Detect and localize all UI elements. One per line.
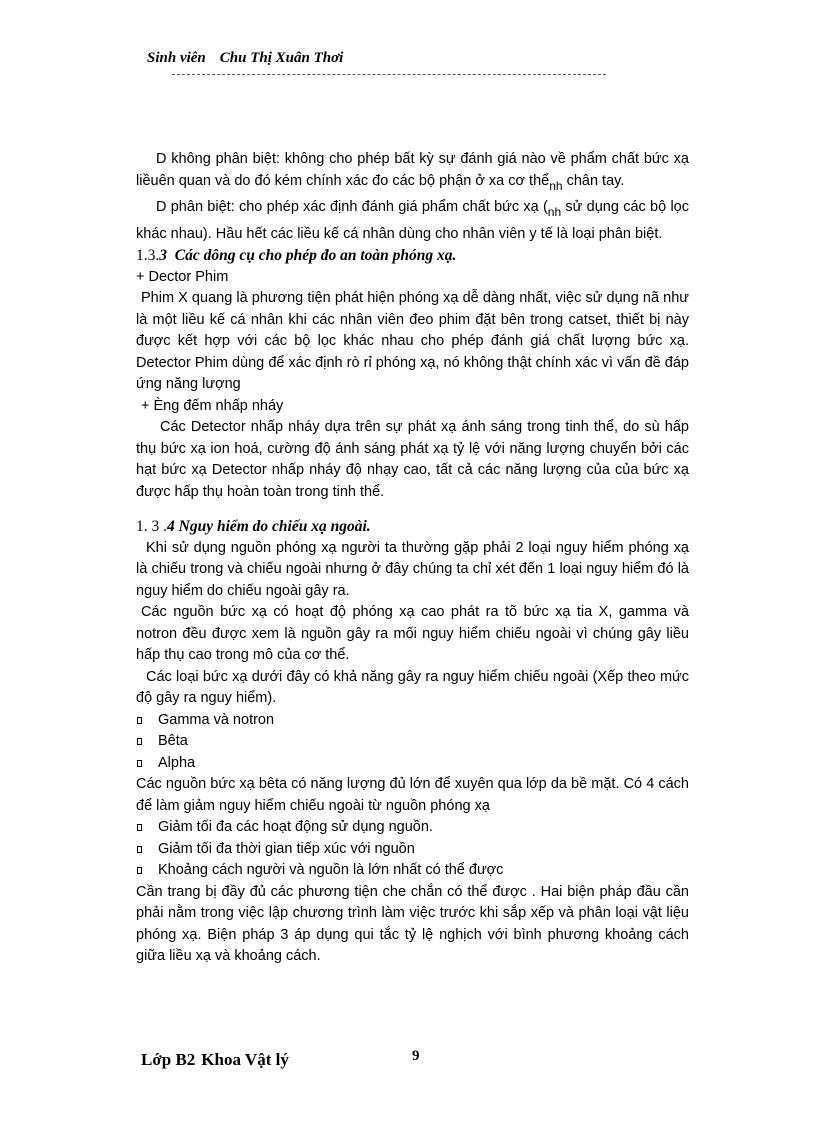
spacer — [136, 503, 689, 516]
bullet-square-icon — [137, 846, 142, 853]
bullet-square-icon — [137, 760, 142, 767]
bullet-square-icon — [137, 867, 142, 874]
page-body — [136, 149, 689, 968]
bullet-square-icon — [137, 717, 142, 724]
footer-class: Lớp B2 — [141, 1050, 196, 1069]
paragraph-scintillation: Các Detector nhấp nháy dựa trên sự phát xạ ánh sáng trong tinh thể, do sù hấp thụ bức xạ ion hoá, cường độ ánh sáng phát xạ tỷ lệ với năng lượng chuyển bởi các hạt bức xạ Detector nhấp nháy độ nhạy cao, tất cả các năng lượng của của bức xạ được hấp thụ hoàn toàn trong tinh thể. — [136, 419, 689, 500]
section-heading-1-3-3: 1.3.3 Các dông cụ cho phép đo an toàn phóng xạ. — [136, 247, 457, 264]
paragraph-beta-sources: Các nguồn bức xạ bêta có năng lượng đủ lớn để xuyên qua lớp da bề mặt. Có 4 cách để làm giảm nguy hiểm chiếu ngoài từ nguồn phóng xạ — [136, 776, 689, 814]
subheading-scintillation-counter: + Èng đếm nhấp nháy — [141, 397, 284, 414]
list-item: Bêta — [136, 731, 689, 753]
header-label: Sinh viên — [147, 50, 206, 66]
subheading-film-detector: + Dector Phim — [136, 268, 229, 285]
student-name: Chu Thị Xuân Thơi — [219, 50, 344, 66]
paragraph-shielding: Cần trang bị đầy đủ các phương tiện che chắn có thể được . Hai biện pháp đầu cần phải nằm trong việc lập chương trình làm việc trước khi sắp xếp và phân loại vật liệu phóng xạ. Biện pháp 3 áp dụng qui tắc tỷ lệ nghịch với bình phương khoảng cách giữa liều xạ và khoảng cách. — [136, 883, 689, 964]
list-item: Khoảng cách người và nguồn là lớn nhất có thể được — [136, 860, 689, 882]
footer-dept: Khoa Vật lý — [201, 1050, 289, 1069]
paragraph-d-non-discriminating: D không phân biệt: không cho phép bất kỳ sự đánh giá nào về phẩm chất bức xạ liềuên quan và do đó kém chính xác đo các bộ phận ở xa cơ thể$_{nh}$ chân tay. — [136, 151, 689, 193]
list-item: Alpha — [136, 753, 689, 775]
header-divider — [172, 74, 606, 75]
list-item: Giảm tối đa thời gian tiếp xúc với nguồn — [136, 839, 689, 861]
paragraph-radiation-types: Các loại bức xạ dưới đây có khả năng gây ra nguy hiểm chiếu ngoài (Xếp theo mức độ gây ra nguy hiểm). — [136, 668, 689, 706]
paragraph-d-discriminating: D phân biệt: cho phép xác định đánh giá phẩm chất bức xạ ($_{nh}$ sử dụng các bộ lọc khác nhau). Hầu hết các liều kế cá nhân dùng cho nhân viên y tế là loại phân biệt. — [136, 199, 689, 242]
bullet-square-icon — [137, 824, 142, 831]
bullet-square-icon — [137, 738, 142, 745]
list-item: Gamma và notron — [136, 710, 689, 732]
section-heading-1-3-4: 1. 3 .4 Nguy hiểm do chiếu xạ ngoài. — [136, 518, 371, 535]
paragraph-external-sources: Các nguồn bức xạ có hoạt độ phóng xạ cao phát ra tõ bức xạ tia X, gamma và notron đều được xem là nguồn gây ra mối nguy hiểm chiếu ngoài vì chúng gây liều hấp thụ cao trong mô của cơ thể. — [136, 604, 689, 663]
page-number: 9 — [412, 1048, 420, 1064]
paragraph-film-xray: Phim X quang là phương tiện phát hiện phóng xạ dễ dàng nhất, việc sử dụng nã như là một liều kế cá nhân khi các nhân viên đeo phim đặt bên trong catset, thiết bị này được kết hợp với các bộ lọc khác nhau cho phép đánh giá chất lượng bức xạ. Detector Phim dùng để xác định rò rỉ phóng xạ, nó không thật chính xác vì vấn đề đáp ứng năng lượng — [136, 290, 689, 392]
page-footer — [141, 1050, 289, 1070]
paragraph-radiation-hazards: Khi sử dụng nguồn phóng xạ người ta thường gặp phải 2 loại nguy hiểm phóng xạ là chiếu trong và chiếu ngoài nhưng ở đây chúng ta chỉ xét đến 1 loại nguy hiểm đó là nguy hiểm do chiếu ngoài gây ra. — [136, 539, 689, 599]
page-header — [147, 50, 343, 67]
list-item: Giảm tối đa các hoạt động sử dụng nguồn. — [136, 817, 689, 839]
